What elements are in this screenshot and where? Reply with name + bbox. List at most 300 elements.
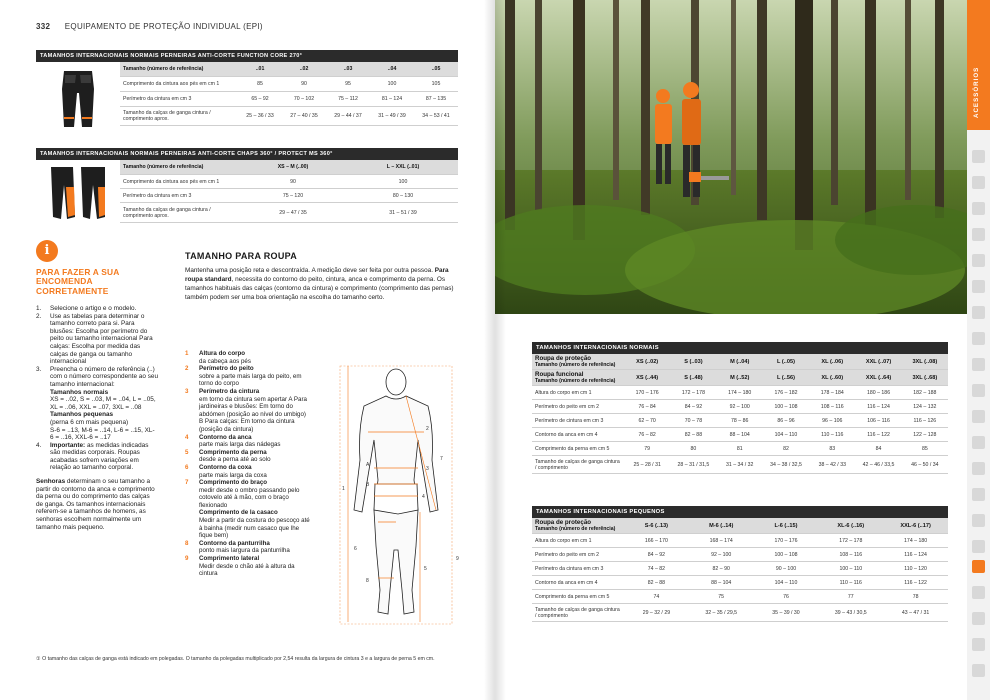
table-cell: ..03 [343,66,353,72]
table-cell: 35 – 39 / 30 [772,609,800,616]
measurement-item [185,555,310,578]
hedge-trimmer-icon[interactable] [972,228,985,241]
table-cell: 108 – 116 [820,403,844,410]
measurement-description: sobre a parte mais larga do peito, em torno do corpo [199,372,302,388]
table-cell: 116 – 122 [867,431,890,438]
measurement-text-block [199,350,310,365]
table-cell: 166 – 170 [644,537,668,544]
step-number: 3. [36,365,42,373]
table-header-row [120,62,458,77]
measurement-item [185,509,310,539]
step-text: Preencha o número de referência (..) com o número correspondente ao seu tamanho internacional: [50,365,158,388]
table-cell: 92 – 100 [711,551,732,558]
table-cell: L – XXL (..01) [386,164,420,170]
row-label: Tamanho de calças de ganga cintura / comprimento [535,458,620,471]
table-cell: 25 – 36 / 33 [246,113,274,119]
sizes-normal-label: Tamanhos normais [50,388,109,396]
header-label: Roupa funcional [535,370,584,378]
measurement-title: Comprimento da perna [199,448,267,456]
table-cell: 116 – 122 [904,579,927,586]
table-cell: 62 – 70 [638,417,656,424]
book-gutter [484,0,506,700]
table-cell: 34 – 38 / 32,5 [770,461,802,468]
row-label: Altura do corpo em cm 1 [535,537,592,544]
sizes-normal-values: XS = ..02, S = ..03, M = ..04, L = ..05, XL = ..06, XXL = ..07, 3XL = ..08 [50,396,156,411]
gloves-icon[interactable] [972,540,985,553]
step-text: as medidas indicadas são medidas corporais. Roupas acabadas sofrem variações em relação ao tamanho corporal. [50,441,149,472]
tractor-icon[interactable] [972,332,985,345]
label-5: 5 [424,566,427,572]
table-cell: 84 – 92 [684,403,703,410]
table-cell: 110 – 116 [821,431,844,438]
table-cell: 170 – 176 [635,389,659,396]
step-number: 1. [36,305,42,312]
table-row [532,534,948,548]
table-cell: 65 – 92 [251,96,269,102]
measurement-description: ponto mais largura da panturrilha [199,547,290,555]
table-cell: 79 [644,445,651,452]
table-cell: 75 [718,593,725,600]
chain-icon[interactable] [972,488,985,501]
measurement-item [185,479,310,509]
header-cell: L-6 (..15) [774,522,798,529]
sizes-small-note: (perna 6 cm mais pequena) [50,418,129,426]
measurement-number: 4 [185,433,189,441]
table-cell: 81 [736,445,743,452]
merchandise-icon[interactable] [972,664,985,677]
table-cell: 100 – 110 [839,565,863,572]
header-cell: XL (..06) [821,358,844,365]
table-cell: 83 [829,445,836,452]
table-cell: 74 [653,593,660,600]
table-cell: 90 – 100 [775,565,797,572]
sizes-small-label: Tamanhos pequenas [50,411,114,419]
measurement-title: Altura do corpo [199,350,246,357]
row-label: Tamanho da calças de ganga cintura / comprimento aprox. [123,110,211,122]
row-label: Perímetro do peito em cm 2 [535,403,600,410]
table-header-row [532,354,948,370]
table-cell: 27 – 40 / 35 [290,113,318,119]
table-cell: 174 – 180 [904,537,928,544]
sprayer-icon[interactable] [972,280,985,293]
table-body [532,534,948,622]
measurement-title: Perímetro do peito [199,365,254,373]
table-cell: 182 – 188 [913,389,937,396]
measurement-text-block [199,388,310,434]
table-title: TAMANHOS INTERNACIONAIS NORMAIS PERNEIRAS ANTI-CORTE CHAPS 360° / PROTECT MS 360° [36,148,458,160]
measurement-title: Comprimento do braço [199,479,268,487]
table-cell: 46 – 50 / 34 [911,461,939,468]
footnote: ① O tamanho das calças de ganga está indicado em polegadas. O tamanho da polegadas multiplicado por 2,54 resulta da largura de cintura 3 e a largura de perna 5 em cm. [36,656,435,662]
table-cell: 28 – 31 / 31,5 [677,461,710,468]
row-label: Contorno da anca em cm 4 [535,579,598,586]
table-cell: 32 – 35 / 29,5 [705,609,738,616]
measurement-title: Comprimento lateral [199,555,260,563]
measurement-text-block [199,434,310,449]
header-cell: XL-6 (..16) [837,522,865,529]
header-cell: S-6 (..13) [644,522,669,529]
table-cell: 108 – 116 [839,551,863,558]
table-cell: 82 – 88 [684,431,703,438]
table-row [120,77,458,92]
row-label: Contorno da anca em cm 4 [535,431,598,438]
table-cell: 90 [301,81,307,87]
table-cell: ..01 [255,66,265,72]
table-cell: 34 – 53 / 41 [422,113,450,119]
table-row [120,175,458,189]
table-cell: 31 – 51 / 39 [389,209,417,216]
table-row [532,548,948,562]
forest-photo [495,0,967,314]
table-cell: 70 – 78 [684,417,703,424]
table-cell: 74 – 82 [647,565,666,572]
measurement-item [185,449,310,464]
table-row [532,386,948,400]
table-function-core [36,50,458,136]
table-cell: 104 – 110 [774,579,798,586]
label-a: A [366,462,370,468]
header-sublabel: Tamanho (número de referência) [535,525,616,532]
table-body [532,386,948,474]
table-cell: 84 [875,445,882,452]
intro-text-2: , necessita do contorno do peito, cintura, anca e comprimento da perna. Os tamanhos habituais das calças (contorno da cintura) e comprimento (comprimento das pernas) também podem ser uma boa orientação na escolha do tamanho certo. [185,276,454,301]
table-cell: 75 – 120 [282,192,304,199]
body-measurement-figure [318,360,468,630]
page-number: 332 [36,22,51,31]
blower-icon[interactable] [972,202,985,215]
measurement-number: 1 [185,350,189,357]
table-row [532,604,948,622]
row-label: Perímetro da cintura em cm 3 [123,96,192,102]
table-cell: 122 – 128 [913,431,937,438]
table-cell: 178 – 184 [820,389,844,396]
measurement-text-block [199,479,310,509]
table-row [532,590,948,604]
header-cell: XXL (..07) [865,358,892,365]
clothing-size-title: TAMANHO PARA ROUPA [185,251,298,261]
measurement-item [185,350,310,365]
table-header-row [532,370,948,386]
measurement-text-block [199,540,310,555]
row-label: Tamanho (número de referência) [123,164,204,170]
row-label: Tamanho (número de referência) [123,66,204,72]
measurement-description: parte mais larga da coxa [199,471,267,479]
table-title: TAMANHOS INTERNACIONAIS PEQUENOS [532,506,948,518]
boots-icon[interactable] [972,612,985,625]
page-header [36,22,263,31]
header-cell: M-6 (..14) [709,522,734,529]
measurement-number: 3 [185,387,189,395]
row-label: Tamanho da calças de ganga cintura / comprimento aprox. [123,206,211,219]
header-cell: XS (..02) [636,358,659,365]
table-cell: 104 – 110 [774,431,798,438]
measurement-description: desde a perna até ao solo [199,456,271,464]
measurement-description: parte mais larga das nádegas [199,441,281,449]
table-row [532,456,948,474]
label-b: B [366,482,370,488]
table-row [532,414,948,428]
table-international-small [532,506,948,622]
protective-wear-icon[interactable] [972,560,985,573]
measurement-title: Contorno da panturrilha [199,539,270,547]
label-1: 1 [342,486,345,492]
table-cell: 100 – 108 [774,551,798,558]
measurement-number: 6 [185,463,189,471]
table-cell: 80 – 130 [392,192,414,199]
table-cell: 81 – 124 [381,96,403,102]
table-cell: 172 – 178 [681,389,705,396]
row-label: Perímetro de cintura em cm 3 [535,417,604,424]
measurement-description: Medir desde o chão até à altura da cintura [199,562,295,578]
row-label: Perímetro do peito em cm 2 [535,551,600,558]
table-cell: 110 – 120 [904,565,927,572]
step-text: Use as tabelas para determinar o tamanho correto para si. Para blusões: Escolha por perímetro do peito ou tamanho internacional Para calças: Escolha por medida das calças de ganga ou tamanho internacional [50,312,153,366]
header-cell: M (..04) [730,358,750,365]
measurement-item [185,434,310,449]
measurement-text-block [199,365,310,388]
measurement-description: medir desde o ombro passando pelo cotovelo até à mão, com o braço flexionado [199,486,300,509]
table-cell: 116 – 126 [913,417,937,424]
measurement-list [185,350,310,578]
table-cell: 80 [690,445,697,452]
table-cell: 75 – 112 [338,96,358,102]
table-grid [120,62,458,136]
header-cell: L (..05) [777,358,795,365]
measurement-text-block [199,509,310,539]
lawnmower-icon[interactable] [972,306,985,319]
table-cell: ..02 [299,66,309,72]
header-label: Roupa de proteção [535,354,592,362]
label-3: 3 [426,466,429,472]
table-cell: 29 – 47 / 35 [279,209,307,216]
table-cell: 25 – 28 / 31 [633,461,661,468]
table-cell: 88 – 104 [711,579,732,586]
tools-icon[interactable] [972,462,985,475]
table-cell: 170 – 176 [774,537,798,544]
accessories-tab-label: ACESSÓRIOS [973,66,980,118]
table-cell: 82 – 88 [647,579,666,586]
measurement-number: 2 [185,365,189,373]
header-cell: L (..56) [777,374,795,381]
table-row [120,189,458,203]
table-cell: 85 [257,81,263,87]
table-header-row [120,160,458,175]
important-label: Importante: [50,441,86,449]
table-title: TAMANHOS INTERNACIONAIS NORMAIS PERNEIRAS ANTI-CORTE FUNCTION CORE 270° [36,50,458,62]
header-cell: XXL (..64) [865,374,892,381]
table-row [532,562,948,576]
women-note [36,478,158,531]
label-9: 9 [456,556,459,562]
shredder-icon[interactable] [972,358,985,371]
row-label: Comprimento da perna em cm 5 [535,593,610,600]
table-cell: 84 – 92 [647,551,666,558]
measurement-title: Contorno da anca [199,433,252,441]
table-row [532,576,948,590]
header-cell: M (..52) [730,374,750,381]
table-cell: 76 – 82 [638,431,656,438]
table-cell: 70 – 102 [293,96,315,102]
table-grid [120,160,458,226]
measurement-number: 7 [185,479,189,487]
table-cell: XS – M (..00) [277,164,309,170]
info-icon: i [36,240,58,262]
table-cell: 85 [921,445,928,452]
table-cell: 176 – 182 [774,389,798,396]
table-row [532,400,948,414]
row-label: Tamanho de calças de ganga cintura / comprimento [535,606,620,619]
section-sidebar [967,0,990,700]
table-cell: 168 – 174 [709,537,733,544]
clothing-size-intro [185,266,455,302]
measurement-text-block [199,449,310,464]
intro-bold: Para roupa standard [185,267,449,283]
table-title: TAMANHOS INTERNACIONAIS NORMAIS [532,342,948,354]
header-cell: S (..03) [684,358,703,365]
measurement-description: da cabeça aos pés [199,357,251,365]
women-label: Senhoras [36,478,66,486]
table-cell: 29 – 32 / 29 [642,609,671,616]
table-cell: 96 – 106 [822,417,843,424]
table-cell: 92 – 100 [729,403,750,410]
table-cell: ..05 [431,66,441,72]
table-cell: 42 – 46 / 33,5 [862,461,895,468]
case-icon[interactable] [972,638,985,651]
table-cell: 105 [431,81,441,87]
order-instructions [36,305,158,531]
table-header-row [532,518,948,534]
table-cell: 78 [912,593,919,600]
pressure-washer-icon[interactable] [972,384,985,397]
table-cell: 87 – 135 [425,96,447,102]
table-cell: 100 [398,178,408,185]
table-cell: 124 – 132 [913,403,937,410]
row-label: Altura do corpo em cm 1 [535,389,592,396]
oil-icon[interactable] [972,514,985,527]
table-cell: 43 – 47 / 31 [901,609,930,616]
table-cell: 116 – 124 [867,403,890,410]
measurement-text-block [199,555,310,578]
measurement-item [185,464,310,479]
table-cell: 31 – 49 / 39 [378,113,406,119]
table-row [120,107,458,126]
measurement-title: Perímetro da cintura [199,387,260,395]
row-label: Perímetro da cintura em cm 3 [123,192,192,199]
header-cell: 3XL (..08) [912,358,938,365]
info-heading: PARA FAZER A SUA ENCOMENDA CORRETAMENTE [36,267,120,296]
measurement-item [185,388,310,434]
helmet-icon[interactable] [972,586,985,599]
table-cell: 90 [290,178,296,185]
table-row [532,442,948,456]
label-6: 6 [354,546,357,552]
measurement-number: 9 [185,555,189,563]
measurement-number: 5 [185,448,189,456]
women-text: determinam o seu tamanho a partir do contorno da anca e comprimento da perna ou do comprimento das calças de ganga. Os tamanhos internacionais referem-se a tamanhos de homens, as senhoras escolhem normalmente um tamanho mais pequeno. [36,478,155,531]
intro-text: Mantenha uma posição reta e descontraída. A medição deve ser feita por outra pessoa. [185,267,433,274]
cutoff-saw-icon[interactable] [972,254,985,267]
table-cell: 76 [783,593,789,600]
accessories-tab[interactable] [967,0,990,130]
section-heading: EQUIPAMENTO DE PROTEÇÃO INDIVIDUAL (EPI) [64,22,263,31]
sizes-small-values: S-6 = ..13, M-6 = ..14, L-6 = ..15, XL-6 = ..16, XXL-6 = ..17 [50,426,155,442]
table-cell: 88 – 104 [729,431,750,438]
table-international-normal [532,342,948,474]
table-cell: 31 – 34 / 32 [726,461,754,468]
table-cell: 86 – 96 [777,417,795,424]
label-8: 8 [366,578,369,584]
header-cell: XXL-6 (..17) [900,522,931,529]
table-cell: 77 [847,593,854,600]
battery-icon[interactable] [972,436,985,449]
step-number: 4. [36,441,42,449]
header-label: Roupa de proteção [535,518,592,526]
row-label: Perímetro da cintura em cm 3 [535,565,604,572]
table-cell: 106 – 116 [867,417,890,424]
measurement-description: em torno da cintura sem apertar A Para jardineiras e blusões: Em torno do abdómen (posição ao nível do umbigo) B Para calças: Em torno da cintura (posição da cintura) [199,395,307,433]
header-cell: XL (..60) [821,374,844,381]
step-text: Selecione o artigo e o modelo. [50,305,137,312]
row-label: Comprimento da perna em cm 5 [535,445,610,452]
table-row [532,428,948,442]
table-row [120,203,458,223]
chaps-360-image [36,160,120,226]
header-cell: 3XL (..68) [912,374,938,381]
brushcutter-icon[interactable] [972,176,985,189]
table-cell: 38 – 42 / 33 [818,461,846,468]
table-cell: 100 [387,81,397,87]
chainsaw-icon[interactable] [972,150,985,163]
header-cell: S (..48) [684,374,703,381]
table-cell: 110 – 116 [839,579,862,586]
right-page [495,0,990,700]
measurement-title: Contorno da coxa [199,463,252,471]
table-cell: 95 [345,81,351,87]
table-row [120,92,458,107]
step-number: 2. [36,312,42,320]
row-label: Comprimento da cintura aos pés em cm 1 [123,81,220,87]
header-cell: XS (..44) [636,374,659,381]
label-7: 7 [440,456,443,462]
table-cell: 174 – 180 [728,389,752,396]
table-cell: 100 – 108 [774,403,798,410]
measurement-number: 8 [185,539,189,547]
table-chaps-360 [36,148,458,226]
measurement-title: Comprimento de la casaco [199,509,278,517]
table-cell: 78 – 86 [731,417,749,424]
table-cell: ..04 [387,66,397,72]
header-sublabel: Tamanho (número de referência) [535,361,616,368]
table-cell: 29 – 44 / 37 [334,113,362,119]
measurement-item [185,365,310,388]
table-cell: 39 – 43 / 30,5 [834,609,867,616]
table-cell: 82 [783,445,789,452]
label-2: 2 [426,426,429,432]
measurement-item [185,540,310,555]
table-cell: 116 – 124 [904,551,927,558]
table-cell: 76 – 84 [638,403,656,410]
vacuum-icon[interactable] [972,410,985,423]
header-sublabel: Tamanho (número de referência) [535,377,616,384]
measurement-text-block [199,464,310,479]
label-4: 4 [422,494,425,500]
measurement-description: Medir a partir da costura do pescoço até à bainha (medir num casaco que lhe fique bem) [199,517,310,540]
table-cell: 172 – 178 [839,537,863,544]
chaps-image [36,62,120,136]
row-label: Comprimento da cintura aos pés em cm 1 [123,178,220,185]
table-cell: 82 – 90 [712,565,730,572]
table-cell: 180 – 186 [867,389,891,396]
